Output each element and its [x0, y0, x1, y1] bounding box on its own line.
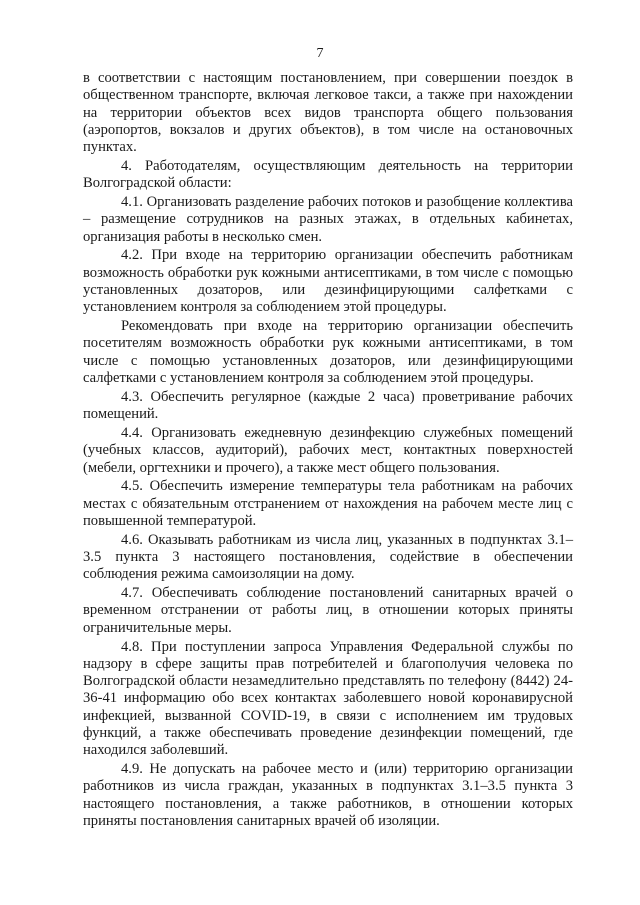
paragraph-item-4: 4. Работодателям, осуществляющим деятельность на территории Волгоградской области:	[83, 157, 573, 192]
paragraph-recommendation: Рекомендовать при входе на территорию организации обеспечить посетителям возможность обработки рук кожными антисептиками, в том числе с помощью установленных дозаторов, или дезинфицирующими салфетками с установлением контроля за соблюдением этой процедуры.	[83, 318, 573, 387]
paragraph-item-4-6: 4.6. Оказывать работникам из числа лиц, указанных в подпунктах 3.1–3.5 пункта 3 настоящего постановления, содействие в обеспечении соблюдения режима самоизоляции на дому.	[83, 531, 573, 583]
paragraph-item-4-8: 4.8. При поступлении запроса Управления Федеральной службы по надзору в сфере защиты прав потребителей и благополучия человека по Волгоградской области незамедлительно представлять по телефону (8442) 24-36-41 информацию обо всех контактах заболевшего новой коронавирусной инфекцией, вызванной COVID-19, в связи с исполнением им трудовых функций, а также обеспечивать проведение дезинфекции помещений, где находился заболевший.	[83, 638, 573, 759]
page-number: 7	[316, 46, 324, 61]
paragraph-item-4-1: 4.1. Организовать разделение рабочих потоков и разобщение коллектива – размещение сотрудников на разных этажах, в отдельных кабинетах, организация работы в несколько смен.	[83, 194, 573, 245]
paragraph-item-4-2: 4.2. При входе на территорию организации обеспечить работникам возможность обработки рук кожными антисептиками, в том числе с помощью установленных дозаторов, или дезинфицирующими салфетками с установлением контроля за соблюдением этой процедуры.	[83, 247, 573, 316]
paragraph-item-4-5: 4.5. Обеспечить измерение температуры тела работникам на рабочих местах с обязательным отстранением от нахождения на рабочем месте лиц с повышенной температурой.	[83, 478, 573, 529]
paragraph-item-4-3: 4.3. Обеспечить регулярное (каждые 2 часа) проветривание рабочих помещений.	[83, 388, 573, 423]
document-body	[83, 70, 573, 832]
paragraph-item-4-4: 4.4. Организовать ежедневную дезинфекцию служебных помещений (учебных классов, аудиторий), рабочих мест, контактных поверхностей (мебели, оргтехники и прочего), а также мест общего пользования.	[83, 424, 573, 476]
paragraph-item-4-9: 4.9. Не допускать на рабочее место и (или) территорию организации работников из числа граждан, указанных в подпунктах 3.1–3.5 пункта 3 настоящего постановления, а также работников, в отношении которых приняты постановления санитарных врачей об изоляции.	[83, 761, 573, 829]
paragraph-continuation: в соответствии с настоящим постановлением, при совершении поездок в общественном транспорте, включая легковое такси, а также при нахождении на территории объектов всех видов транспорта общего пользования (аэропортов, вокзалов и других объектов), в том числе на остановочных пунктах.	[83, 70, 573, 156]
paragraph-item-4-7: 4.7. Обеспечивать соблюдение постановлений санитарных врачей о временном отстранении от работы лиц, в отношении которых приняты ограничительные меры.	[83, 585, 573, 636]
